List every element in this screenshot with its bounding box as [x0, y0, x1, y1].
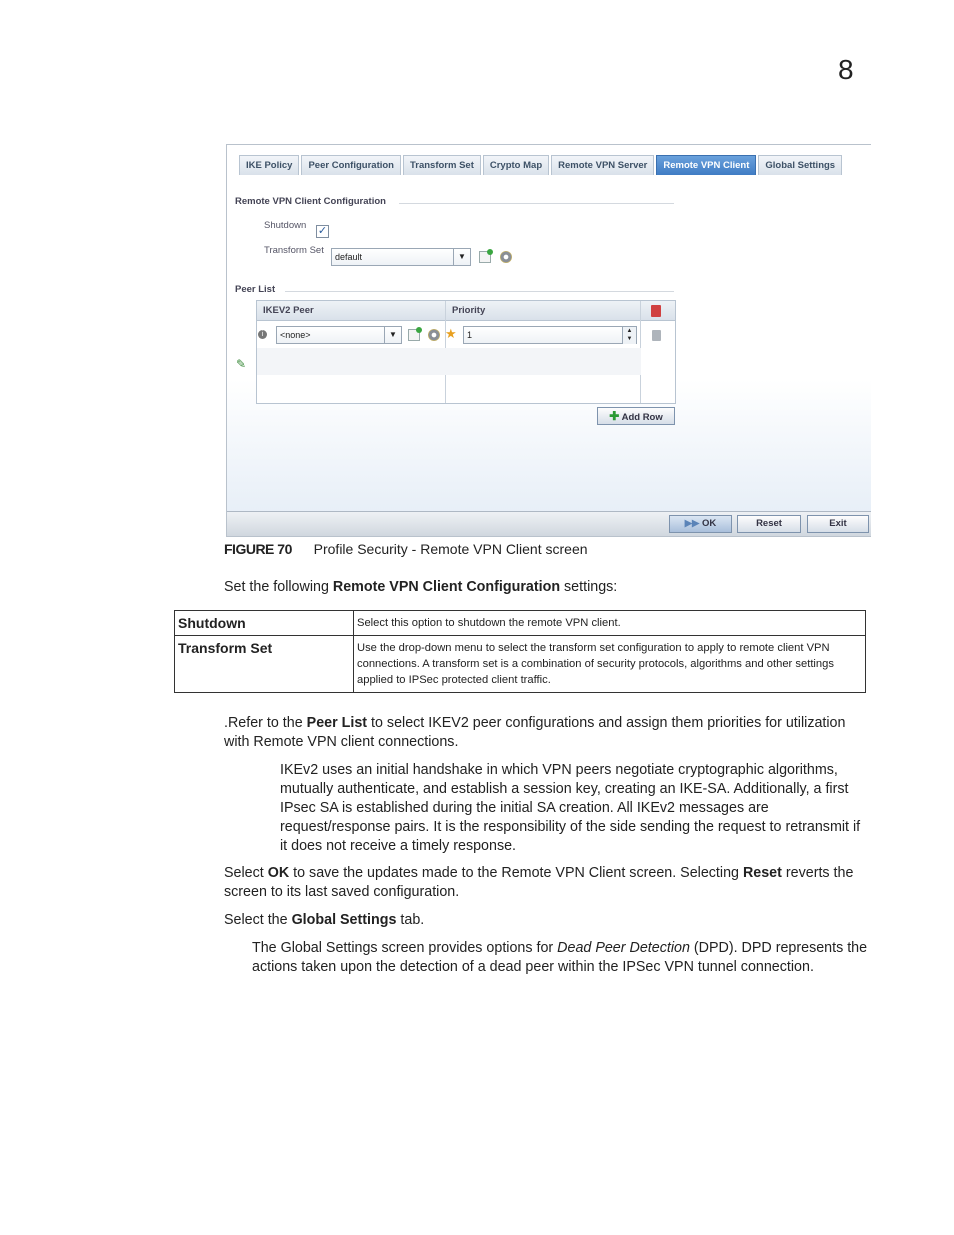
column-header-priority[interactable]: Priority — [446, 301, 641, 321]
section-title: Remote VPN Client Configuration — [235, 196, 386, 207]
create-icon[interactable] — [479, 251, 491, 263]
trash-icon[interactable] — [652, 330, 661, 341]
reset-button[interactable]: Reset — [737, 515, 801, 533]
tab-crypto-map[interactable]: Crypto Map — [483, 155, 549, 175]
exit-button[interactable]: Exit — [807, 515, 869, 533]
settings-table — [174, 610, 866, 693]
required-star-icon: ★ — [445, 326, 457, 341]
info-icon: i — [258, 330, 267, 339]
chapter-number: 8 — [838, 54, 854, 85]
figure-label: FIGURE 70 — [224, 541, 292, 557]
add-row-label: Add Row — [621, 412, 663, 423]
empty-row — [257, 348, 641, 375]
peer-list-title: Peer List — [235, 284, 276, 295]
setting-name: Transform Set — [175, 636, 354, 693]
transform-set-select[interactable] — [331, 248, 471, 266]
decrement-icon[interactable]: ▼ — [622, 335, 636, 344]
tab-global-settings[interactable]: Global Settings — [758, 155, 842, 175]
tab-ike-policy[interactable]: IKE Policy — [239, 155, 299, 175]
figure-screenshot — [226, 144, 871, 537]
setting-description: Use the drop-down menu to select the transform set configuration to apply to remote client VPN connections. A transform set is a combination of security protocols, algorithms and other settings applied to IPSec protected client traffic. — [354, 636, 866, 693]
gear-icon[interactable] — [500, 251, 512, 263]
tab-transform-set[interactable]: Transform Set — [403, 155, 481, 175]
increment-icon[interactable]: ▲ — [622, 327, 636, 336]
plus-badge-icon — [416, 327, 422, 333]
ok-label: OK — [702, 518, 717, 529]
dpd-note: The Global Settings screen provides options for Dead Peer Detection (DPD). DPD represents the actions taken upon the detection of a dead peer within the IPSec VPN tunnel connection. — [252, 940, 868, 975]
figure-caption — [224, 541, 588, 557]
transform-set-label: Transform Set — [264, 245, 324, 256]
peer-list-paragraph: .Refer to the Peer List to select IKEV2 peer configurations and assign them priorities for utilization with Remote VPN client connections. — [224, 715, 846, 750]
shutdown-checkbox[interactable]: ✓ — [317, 225, 328, 237]
peer-list-divider — [285, 291, 674, 292]
intro-bold: Remote VPN Client Configuration — [332, 579, 561, 595]
ikev2-note: IKEv2 uses an initial handshake in which VPN peers negotiate cryptographic algorithms, mutually authenticate, and establish a session key, creating an IKE-SA. Additionally, a first IPsec SA is established during the initial SA creation. All IKEv2 messages are request/response pairs. It is the responsibility of the side sending the request to retransmit if it does not receive a timely response. — [280, 762, 861, 854]
button-bar — [227, 511, 871, 537]
ikev2-peer-value: <none> — [280, 330, 311, 340]
table-row — [175, 636, 866, 693]
column-header-ikev2-peer[interactable]: IKEV2 Peer — [257, 301, 446, 321]
chevron-down-icon: ▼ — [453, 249, 470, 265]
ikev2-peer-select[interactable] — [276, 326, 402, 344]
pencil-icon[interactable]: ✎ — [236, 357, 247, 371]
priority-stepper[interactable] — [463, 326, 637, 344]
setting-description: Select this option to shutdown the remote VPN client. — [354, 611, 866, 636]
setting-name: Shutdown — [175, 611, 354, 636]
table-row — [175, 611, 866, 636]
tab-peer-configuration[interactable]: Peer Configuration — [301, 155, 401, 175]
tab-bar — [239, 155, 871, 175]
peer-list-bold: Peer List — [306, 715, 368, 731]
intro-paragraph: Set the following Remote VPN Client Configuration settings: — [224, 579, 618, 595]
chevron-down-icon: ▼ — [384, 327, 401, 343]
create-icon[interactable] — [408, 329, 420, 341]
tab-remote-vpn-client[interactable]: Remote VPN Client — [656, 155, 756, 175]
tab-remote-vpn-server[interactable]: Remote VPN Server — [551, 155, 654, 175]
trash-icon[interactable] — [651, 305, 661, 317]
ok-button[interactable] — [669, 515, 732, 533]
section-divider — [399, 203, 674, 204]
add-row-button[interactable] — [597, 407, 675, 425]
gear-icon[interactable] — [428, 329, 440, 341]
peer-list-grid — [256, 300, 676, 404]
priority-value: 1 — [467, 330, 473, 340]
transform-set-value: default — [335, 252, 363, 262]
shutdown-label: Shutdown — [264, 220, 307, 231]
ok-reset-paragraph: Select OK to save the updates made to the Remote VPN Client screen. Selecting Reset reverts the screen to its last saved configuration. — [224, 865, 854, 900]
plus-badge-icon — [487, 249, 493, 255]
figure-caption-text: Profile Security - Remote VPN Client screen — [313, 541, 588, 557]
plus-icon: ✚ — [609, 409, 620, 423]
forward-icon: ▶▶ — [684, 518, 700, 529]
global-settings-paragraph: Select the Global Settings tab. — [224, 912, 425, 928]
